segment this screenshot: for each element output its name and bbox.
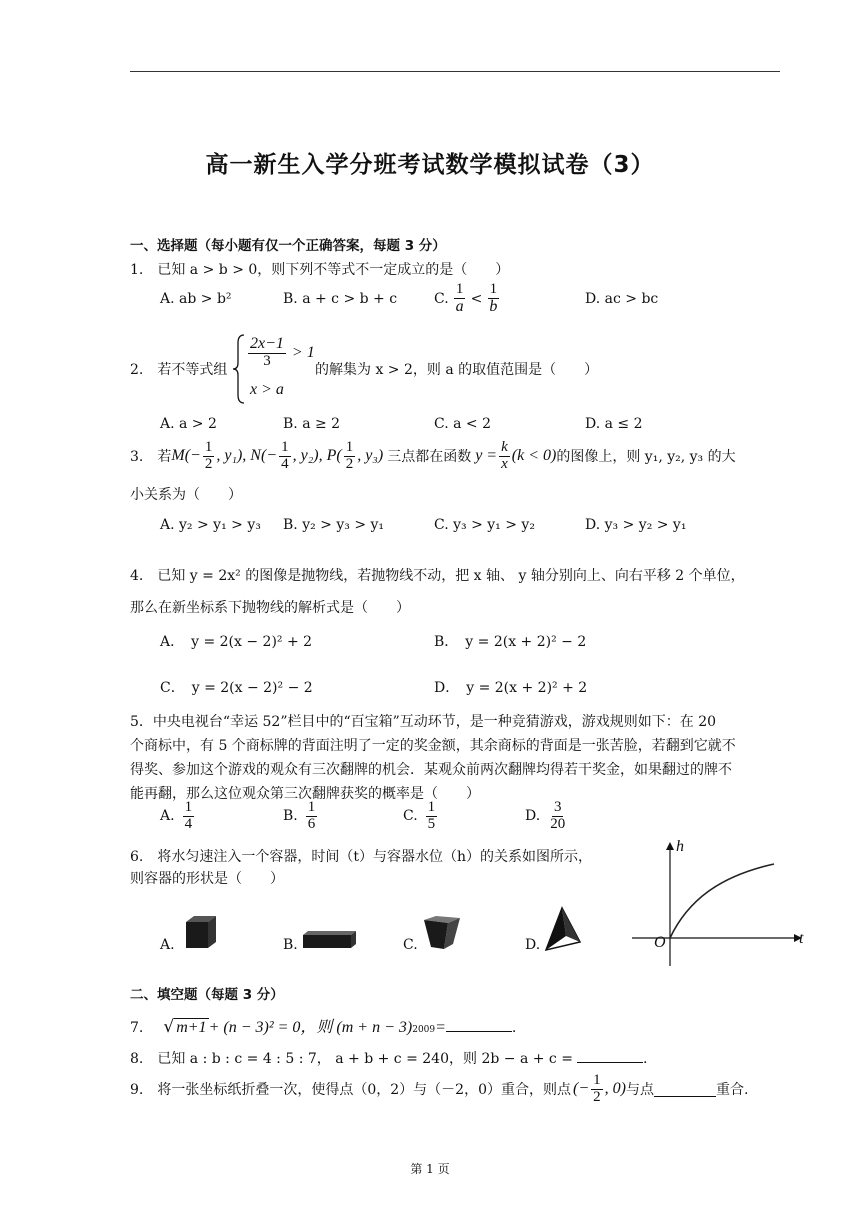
- fraction-c: [426, 800, 438, 833]
- fraction-b: [306, 800, 318, 833]
- point-m-open: M(−: [171, 447, 201, 465]
- question-8-text: 8. 已知 a : b : c = 4 : 5 : 7， a + b + c = 240，则 2b − a + c =: [130, 1051, 573, 1067]
- question-1-stem: 1. 已知 a > b > 0，则下列不等式不一定成立的是（ ）: [130, 262, 510, 278]
- fraction-denominator: 2: [204, 455, 213, 472]
- fraction-numerator: 1: [427, 799, 436, 815]
- option-c-label: C.: [434, 290, 449, 307]
- fraction-1-over-2-q9: [591, 1073, 603, 1106]
- question-9: [130, 1073, 748, 1106]
- question-8: [130, 1048, 647, 1068]
- fraction-denominator: a: [455, 297, 464, 315]
- container-cube-icon: [182, 914, 220, 952]
- question-5-option-a: [160, 800, 196, 833]
- question-1-option-d: D. ac > bc: [585, 291, 659, 307]
- question-2-option-c: C. a < 2: [434, 416, 491, 432]
- question-1-option-a: A. ab > b²: [160, 291, 232, 307]
- fraction-numerator: 1: [593, 1072, 601, 1088]
- answer-blank-8: [577, 1048, 643, 1063]
- fraction-numerator: 1: [455, 281, 464, 297]
- question-3-option-b: B. y₂ > y₃ > y₁: [283, 517, 385, 533]
- question-4-option-b: B． y = 2(x + 2)² − 2: [434, 634, 587, 650]
- question-2-tail: 的解集为 x > 2，则 a 的取值范围是（ ）: [315, 362, 599, 378]
- graph-origin-label: O: [654, 934, 666, 951]
- question-7-end: .: [511, 1020, 517, 1036]
- page-title: 高一新生入学分班考试数学模拟试卷（3）: [205, 152, 655, 178]
- point-p-close: , y₃): [357, 447, 384, 465]
- k-condition: (k < 0): [511, 447, 557, 465]
- question-4-option-d: D． y = 2(x + 2)² + 2: [434, 680, 588, 696]
- section-heading-fill-in: 二、填空题（每题 3 分）: [130, 987, 284, 1003]
- question-9-tail: 与点: [625, 1082, 654, 1099]
- system-line-2: x > a: [250, 381, 284, 398]
- question-5-line-2: 个商标中，有 5 个商标牌的背面注明了一定的奖金额，其余商标的背面是一张苦脸，若翻到它就不: [130, 738, 736, 754]
- point-p-open: , y₂), P(: [292, 447, 342, 465]
- sqrt-expression: [163, 1017, 208, 1037]
- fraction-denominator: 2: [593, 1088, 601, 1105]
- function-y-equals: y =: [475, 447, 498, 465]
- container-flat-box-icon: [301, 930, 357, 950]
- option-b-label: B.: [283, 808, 298, 825]
- container-pyramid-icon: [542, 906, 584, 954]
- fraction-2x-minus-1-over-3: [248, 336, 286, 370]
- fraction-1-over-b: [487, 282, 499, 316]
- question-6-option-b-label: B.: [283, 937, 298, 953]
- point-open: (−: [573, 1080, 590, 1098]
- question-8-end: .: [642, 1051, 648, 1067]
- question-6-line-2: 则容器的形状是（ ）: [130, 871, 284, 887]
- question-7-rest: + (n − 3)² = 0，则 (m + n − 3): [208, 1019, 413, 1036]
- fraction-denominator: 5: [427, 815, 436, 832]
- fraction-denominator: 20: [550, 815, 566, 832]
- option-c-label: C.: [403, 808, 418, 825]
- question-3-option-a: A. y₂ > y₁ > y₃: [160, 517, 261, 533]
- question-4-option-c: C． y = 2(x − 2)² − 2: [160, 680, 313, 696]
- fraction-1-over-4: [279, 440, 291, 473]
- question-5-line-1: 5．中央电视台“幸运 52”栏目中的“百宝箱”互动环节，是一种竞猜游戏，游戏规则如下：在 20: [130, 714, 717, 730]
- fraction-numerator: 1: [281, 439, 289, 455]
- fraction-denominator: b: [489, 297, 498, 315]
- fraction-numerator: 3: [553, 799, 562, 815]
- question-3-option-d: D. y₃ > y₂ > y₁: [585, 517, 687, 533]
- fraction-denominator: 2: [345, 455, 354, 472]
- question-3-end: 的图像上，则 y₁, y₂, y₃ 的大: [556, 449, 736, 466]
- answer-blank-9: [654, 1082, 716, 1097]
- graph-h-axis-label: h: [676, 838, 684, 855]
- fraction-numerator: 1: [204, 439, 213, 455]
- inequality-rhs: > 1: [291, 343, 315, 361]
- fraction-denominator: x: [501, 455, 508, 472]
- sqrt-body: m+1: [176, 1019, 207, 1036]
- fraction-numerator: 1: [345, 439, 354, 455]
- fraction-numerator: 2x−1: [250, 335, 284, 352]
- question-3-number: 3. 若: [130, 449, 172, 466]
- question-2-option-b: B. a ≥ 2: [283, 416, 341, 432]
- fraction-a: [183, 800, 195, 833]
- point-n-open: , y₁), N(−: [216, 447, 278, 465]
- less-than-sign: <: [470, 290, 483, 307]
- question-5-option-c: [403, 800, 439, 833]
- question-3-line-2: 小关系为（ ）: [130, 487, 242, 503]
- question-1-option-b: B. a + c > b + c: [283, 291, 398, 307]
- fraction-denominator: 3: [263, 352, 271, 369]
- system-brace-icon: [232, 333, 246, 405]
- question-9-end: 重合.: [715, 1082, 749, 1099]
- question-6-line-1: 6. 将水匀速注入一个容器，时间（t）与容器水位（h）的关系如图所示，: [130, 849, 592, 865]
- question-5-option-b: [283, 800, 319, 833]
- question-4-line-1: 4. 已知 y = 2x² 的图像是抛物线，若抛物线不动，把 x 轴、 y 轴分别向上、向右平移 2 个单位，: [130, 568, 745, 584]
- fraction-numerator: 1: [184, 799, 193, 815]
- fraction-1-over-2-p: [344, 440, 356, 473]
- question-3-line-1: [130, 440, 736, 473]
- question-2-number: 2. 若不等式组: [130, 362, 228, 378]
- option-d-label: D.: [525, 808, 541, 825]
- fraction-k-over-x: [499, 440, 510, 473]
- question-5-line-3: 得奖、参加这个游戏的观众有三次翻牌的机会．某观众前两次翻牌均得若干奖金，如果翻过的牌不: [130, 762, 732, 778]
- question-6-option-d-label: D.: [525, 937, 541, 953]
- question-4-line-2: 那么在新坐标系下抛物线的解析式是（ ）: [130, 600, 410, 616]
- question-9-text: 9. 将一张坐标纸折叠一次，使得点（0，2）与（－2，0）重合，则点: [130, 1082, 571, 1099]
- question-7-number: 7.: [130, 1020, 144, 1036]
- point-close: , 0): [604, 1080, 626, 1098]
- radical-sign-icon: √: [163, 1017, 175, 1037]
- question-5-option-d: [525, 800, 569, 833]
- question-3-option-c: C. y₃ > y₁ > y₂: [434, 517, 535, 533]
- fraction-denominator: 4: [281, 455, 289, 472]
- answer-blank-7: [446, 1017, 512, 1032]
- question-5-line-4: 能再翻，那么这位观众第三次翻牌获奖的概率是（ ）: [130, 786, 480, 802]
- page-footer: 第 1 页: [410, 1162, 450, 1176]
- fraction-denominator: 4: [184, 815, 193, 832]
- question-7: [130, 1014, 516, 1037]
- graph-t-axis-label: t: [799, 930, 804, 947]
- fraction-numerator: k: [501, 439, 508, 455]
- fraction-1-over-a: [454, 282, 466, 316]
- fraction-1-over-2: [203, 440, 215, 473]
- fraction-d: [548, 800, 567, 833]
- fraction-numerator: 1: [307, 799, 316, 815]
- fraction-numerator: 1: [489, 281, 498, 297]
- question-2-option-a: A. a > 2: [160, 416, 217, 432]
- section-heading-choice: 一、选择题（每小题有仅一个正确答案，每题 3 分）: [130, 238, 446, 254]
- question-6-option-a-label: A.: [160, 937, 175, 953]
- question-2-option-d: D. a ≤ 2: [585, 416, 643, 432]
- option-a-label: A.: [160, 808, 175, 825]
- fraction-denominator: 6: [307, 815, 316, 832]
- header-rule: [130, 71, 780, 72]
- question-6-option-c-label: C.: [403, 937, 418, 953]
- equals-sign: =: [435, 1019, 446, 1036]
- question-3-mid: 三点都在函数: [387, 449, 472, 466]
- system-line-1: [246, 336, 315, 370]
- question-1-option-c: [434, 282, 501, 316]
- exponent: 2009: [412, 1025, 436, 1035]
- question-4-option-a: A． y = 2(x − 2)² + 2: [160, 634, 313, 650]
- container-frustum-icon: [422, 914, 462, 952]
